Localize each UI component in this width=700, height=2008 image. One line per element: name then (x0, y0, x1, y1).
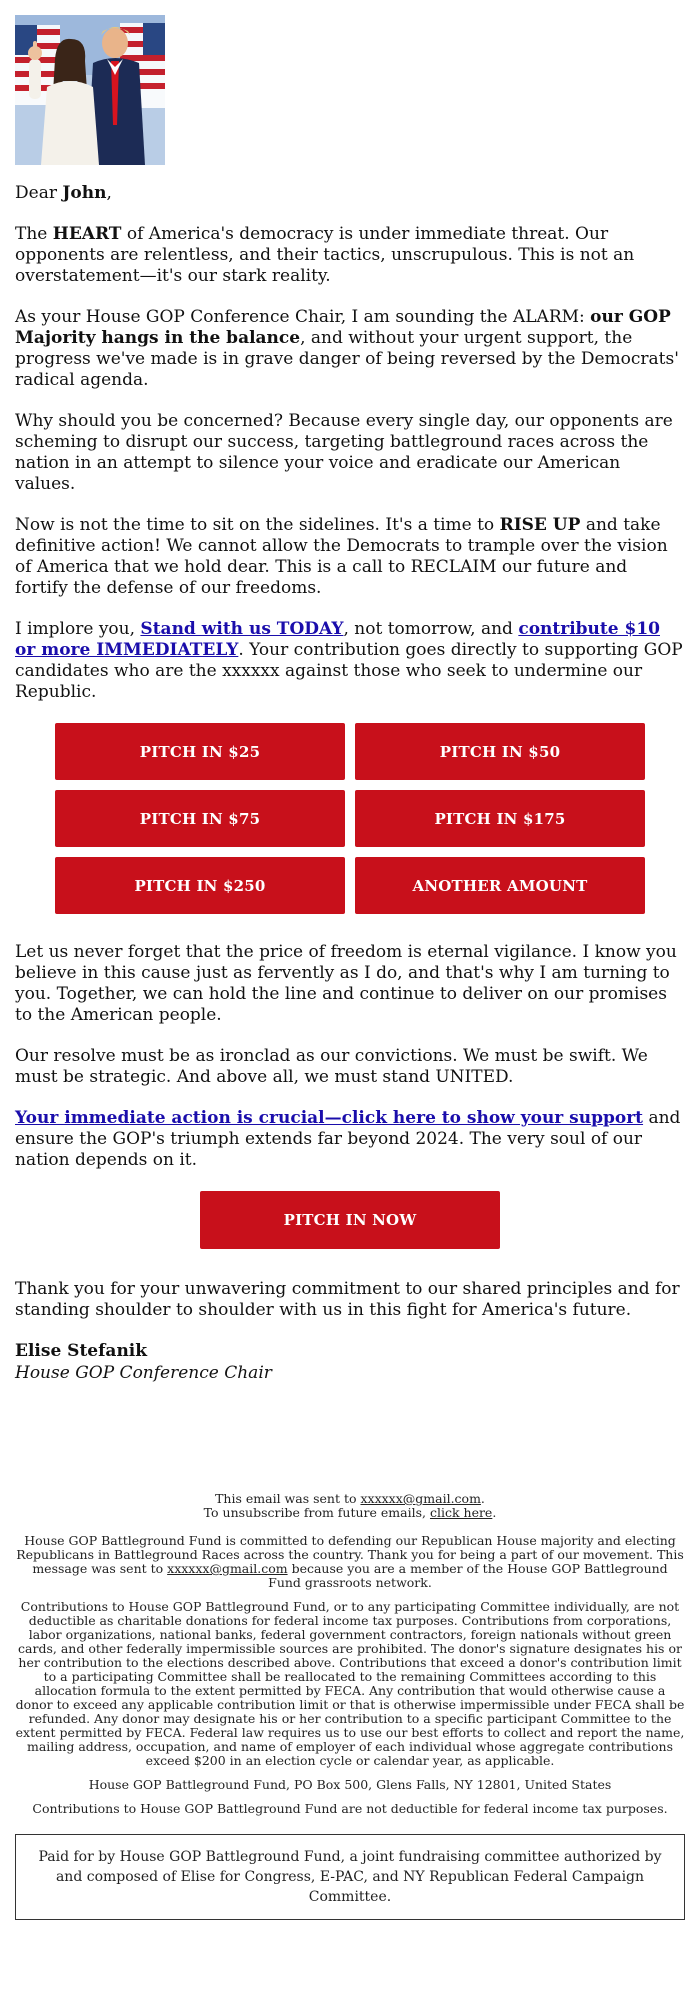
p1-b: HEART (52, 224, 122, 244)
p2-a: As your House GOP Conference Chair, I am sounding the ALARM: (15, 307, 591, 327)
hero-photo (15, 15, 165, 165)
donation-button-grid (55, 723, 645, 914)
paragraph-3: Why should you be concerned? Because every single day, our opponents are scheming to disrupt our success, targeting battleground races across the nation in an attempt to silence your voice and eradicate our American values. (15, 411, 673, 494)
pitch-in-175-button[interactable]: PITCH IN $175 (355, 790, 645, 847)
p2-b: our GOP Majority hangs in the balance (15, 307, 671, 348)
signature-title: House GOP Conference Chair (15, 1363, 272, 1383)
pitch-in-250-button[interactable]: PITCH IN $250 (55, 857, 345, 914)
sent-prefix: This email was sent to (215, 1491, 361, 1506)
contribute-link[interactable]: contribute $10 or more IMMEDIATELY (15, 619, 660, 660)
footer-address: House GOP Battleground Fund, PO Box 500, Glens Falls, NY 12801, United States (88, 1777, 612, 1792)
p4-b: RISE UP (499, 515, 581, 535)
email-body (15, 15, 685, 1383)
greeting (15, 183, 685, 204)
paragraph-1 (15, 224, 685, 287)
paragraph-9: Thank you for your unwavering commitment to our shared principles and for standing shoulder to shoulder with us in this fight for America's future. (15, 1279, 680, 1320)
mission-a: House GOP Battleground Fund is committed to defending our Republican House majority and electing Republicans in Battleground Races across the country. Thank you for being a part of our movement. This message was sent to (16, 1533, 684, 1576)
p4-c: and take definitive action! We cannot allow the Democrats to trample over the vision of America that we hold dear. This is a call to RECLAIM our future and fortify the defense of our freedoms. (15, 515, 668, 598)
paragraph-6: Let us never forget that the price of freedom is eternal vigilance. I know you believe in this cause just as fervently as I do, and that's why I am turning to you. Together, we can hold the line and continue to deliver on our promises to the American people. (15, 942, 677, 1025)
p1-c: of America's democracy is under immediate threat. Our opponents are relentless, and their tactics, unscrupulous. This is not an overstatement—it's our stark reality. (15, 224, 635, 286)
footer-email-link[interactable]: xxxxxx@gmail.com (360, 1491, 481, 1506)
show-support-link[interactable]: Your immediate action is crucial—click here to show your support (15, 1108, 644, 1128)
p5-b: , not tomorrow, and (343, 619, 519, 639)
paragraph-7: Our resolve must be as ironclad as our convictions. We must be swift. We must be strategic. And above all, we must stand UNITED. (15, 1046, 648, 1087)
pitch-in-now-button[interactable]: PITCH IN NOW (200, 1191, 500, 1249)
p2-c: , and without your urgent support, the progress we've made is in grave danger of being reversed by the Democrats' radical agenda. (15, 328, 679, 390)
hero-photo-image (15, 15, 165, 165)
footer-unsubscribe (15, 1506, 685, 1520)
mission-email-link[interactable]: xxxxxx@gmail.com (167, 1561, 288, 1576)
paragraph-5 (15, 619, 685, 703)
footer-mission (15, 1534, 685, 1590)
greeting-suffix: , (106, 183, 112, 203)
pitch-in-75-button[interactable]: PITCH IN $75 (55, 790, 345, 847)
p4-a: Now is not the time to sit on the sidelines. It's a time to (15, 515, 500, 535)
footer-tax-notice: Contributions to House GOP Battleground Fund are not deductible for federal income tax purposes. (32, 1801, 668, 1816)
recipient-name: John (62, 183, 107, 203)
mission-b: because you are a member of the House GOP Battleground Fund grassroots network. (268, 1561, 668, 1590)
paragraph-4 (15, 515, 685, 599)
signature-name: Elise Stefanik (15, 1341, 148, 1361)
stand-with-us-link[interactable]: Stand with us TODAY (140, 619, 344, 639)
greeting-prefix: Dear (15, 183, 63, 203)
footer-legal: Contributions to House GOP Battleground Fund, or to any participating Committee individually, are not deductible as charitable donations for federal income tax purposes. Contributions from corporations, labor organizations, national banks, federal government contractors, foreign nationals without green cards, and other federally impermissible sources are prohibited. The donor's signature designates his or her contribution to the elections described above. Contributions that exceed a donor's contribution limit to a participating Committee shall be reallocated to the remaining Committees according to this allocation formula to the extent permitted by FECA. Any contribution that would otherwise cause a donor to exceed any applicable contribution limit or that is otherwise impermissible under FECA shall be refunded. Any donor may designate his or her contribution to a specific participant Committee to the extent permitted by FECA. Federal law requires us to use our best efforts to collect and report the name, mailing address, occupation, and name of employer of each individual whose aggregate contributions exceed $200 in an election cycle or calendar year, as applicable. (15, 1599, 685, 1768)
another-amount-button[interactable]: ANOTHER AMOUNT (355, 857, 645, 914)
pitch-in-25-button[interactable]: PITCH IN $25 (55, 723, 345, 780)
paragraph-8 (15, 1108, 685, 1171)
paid-for-disclaimer: Paid for by House GOP Battleground Fund, a joint fundraising committee authorized by and composed of Elise for Congress, E-PAC, and NY Republican Federal Campaign Committee. (15, 1834, 685, 1920)
sent-suffix: . (480, 1491, 485, 1506)
p5-c: . Your contribution goes directly to supporting GOP candidates who are the xxxxxx against those who seek to undermine our Republic. (15, 640, 683, 702)
p8-rest: and ensure the GOP's triumph extends far beyond 2024. The very soul of our nation depends on it. (15, 1108, 681, 1170)
footer (15, 1492, 685, 1920)
unsub-suffix: . (492, 1505, 497, 1520)
pitch-in-50-button[interactable]: PITCH IN $50 (355, 723, 645, 780)
unsubscribe-link[interactable]: click here (429, 1505, 493, 1520)
footer-sent-to (15, 1492, 685, 1506)
unsub-prefix: To unsubscribe from future emails, (203, 1505, 430, 1520)
paragraph-2 (15, 307, 685, 391)
p1-a: The (15, 224, 53, 244)
p5-a: I implore you, (15, 619, 141, 639)
